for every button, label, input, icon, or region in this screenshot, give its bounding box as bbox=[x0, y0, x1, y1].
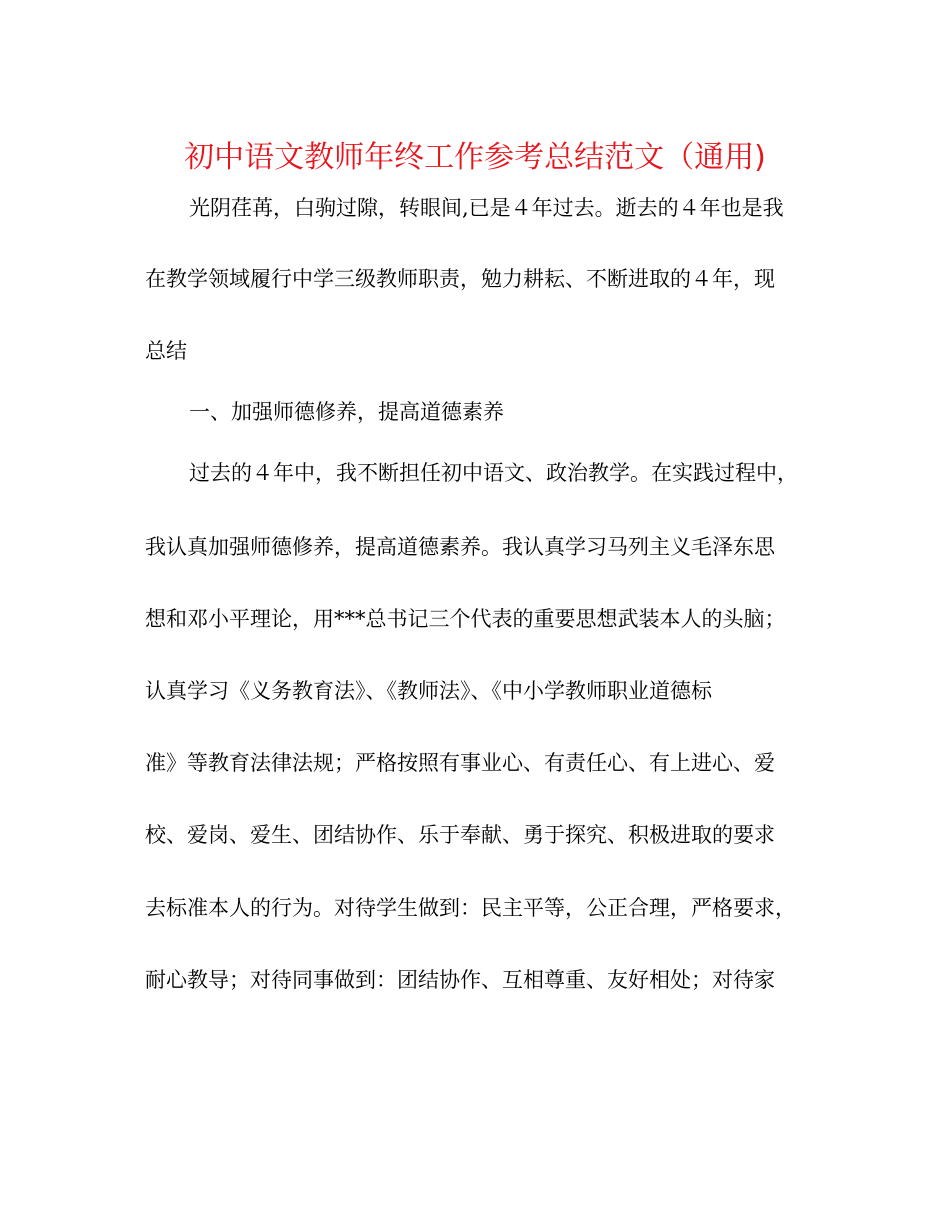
paragraph-line: 在教学领域履行中学三级教师职责，勉力耕耘、不断进取的４年，现 bbox=[145, 267, 775, 291]
paragraph-line: 想和邓小平理论，用***总书记三个代表的重要思想武装本人的头脑； bbox=[145, 607, 786, 631]
paragraph-line: 总结 bbox=[145, 339, 187, 363]
paragraph-line: 校、爱岗、爱生、团结协作、乐于奉献、勇于探究、积极进取的要求 bbox=[145, 823, 775, 847]
paragraph-line: 去标准本人的行为。对待学生做到：民主平等，公正合理，严格要求， bbox=[145, 896, 796, 920]
paragraph-line: 准》等教育法律法规；严格按照有事业心、有责任心、有上进心、爱 bbox=[145, 751, 775, 775]
document-title: 初中语文教师年终工作参考总结范文（通用) bbox=[184, 140, 766, 175]
section-heading: 一、加强师德修养，提高道德素养 bbox=[189, 400, 504, 424]
paragraph-line: 光阴荏苒，白驹过隙，转眼间,已是４年过去。逝去的４年也是我 bbox=[189, 196, 784, 220]
paragraph-line: 过去的４年中，我不断担任初中语文、政治教学。在实践过程中， bbox=[189, 461, 798, 485]
paragraph-line: 耐心教导；对待同事做到：团结协作、互相尊重、友好相处；对待家 bbox=[145, 968, 775, 992]
paragraph-line: 认真学习《义务教育法》、《教师法》、《中小学教师职业道德标 bbox=[145, 679, 712, 703]
paragraph-line: 我认真加强师德修养，提高道德素养。我认真学习马列主义毛泽东思 bbox=[145, 535, 775, 559]
